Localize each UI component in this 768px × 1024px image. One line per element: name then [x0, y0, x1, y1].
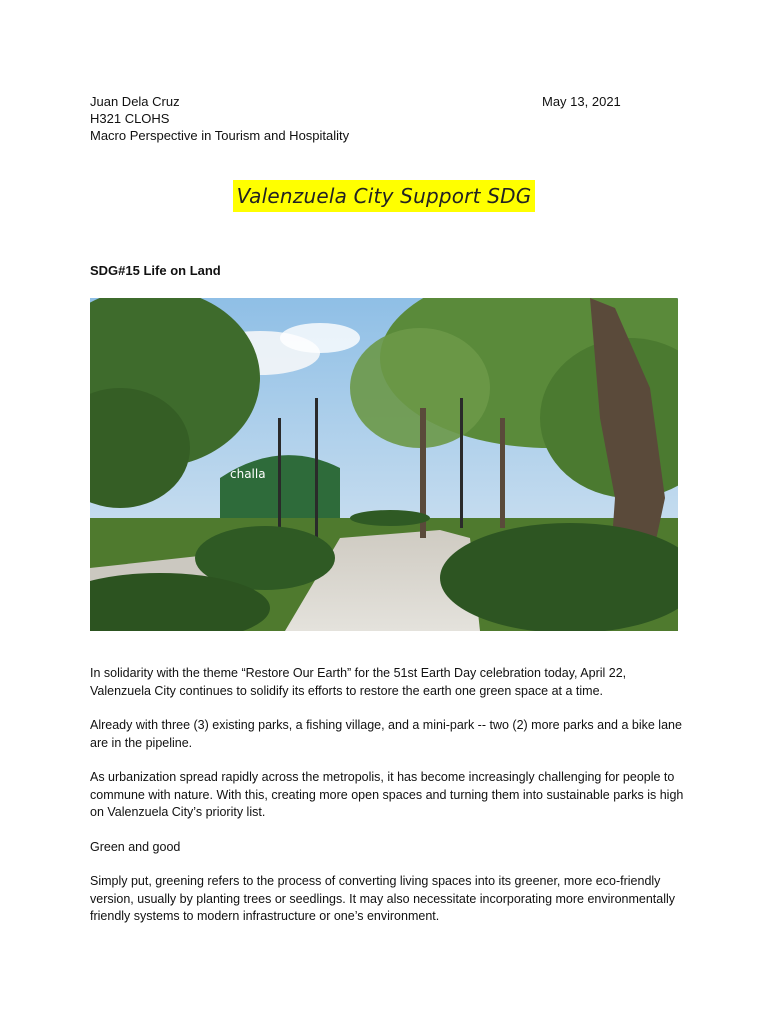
header-info [90, 93, 349, 144]
paragraph-3: As urbanization spread rapidly across the metropolis, it has become increasingly challenging for people to commune with nature. With this, creating more open spaces and turning them into sustainable parks is high on Valenzuela City’s priority list. [90, 770, 684, 819]
course-code: H321 CLOHS [90, 111, 170, 126]
building-sign-text: challa [230, 467, 266, 481]
park-photo [90, 298, 678, 631]
paragraph-2: Already with three (3) existing parks, a fishing village, and a mini-park -- two (2) more parks and a bike lane are in the pipeline. [90, 718, 682, 750]
section-heading: SDG#15 Life on Land [90, 263, 221, 278]
subheading: Green and good [90, 839, 181, 854]
title-container [0, 180, 768, 212]
document-title: Valenzuela City Support SDG [233, 180, 536, 212]
body-text [90, 665, 690, 943]
author-name: Juan Dela Cruz [90, 94, 180, 109]
paragraph-1: In solidarity with the theme “Restore Our Earth” for the 51st Earth Day celebration today, April 22, Valenzuela City continues to solidify its efforts to restore the earth one green space at a time. [90, 666, 627, 698]
subject-name: Macro Perspective in Tourism and Hospitality [90, 128, 350, 143]
paragraph-4: Simply put, greening refers to the process of converting living spaces into its greener, more eco-friendly version, usually by planting trees or seedlings. It may also necessitate incorporating more environmentally friendly systems to modern infrastructure or one’s environment. [90, 874, 676, 923]
document-date: May 13, 2021 [542, 94, 621, 109]
